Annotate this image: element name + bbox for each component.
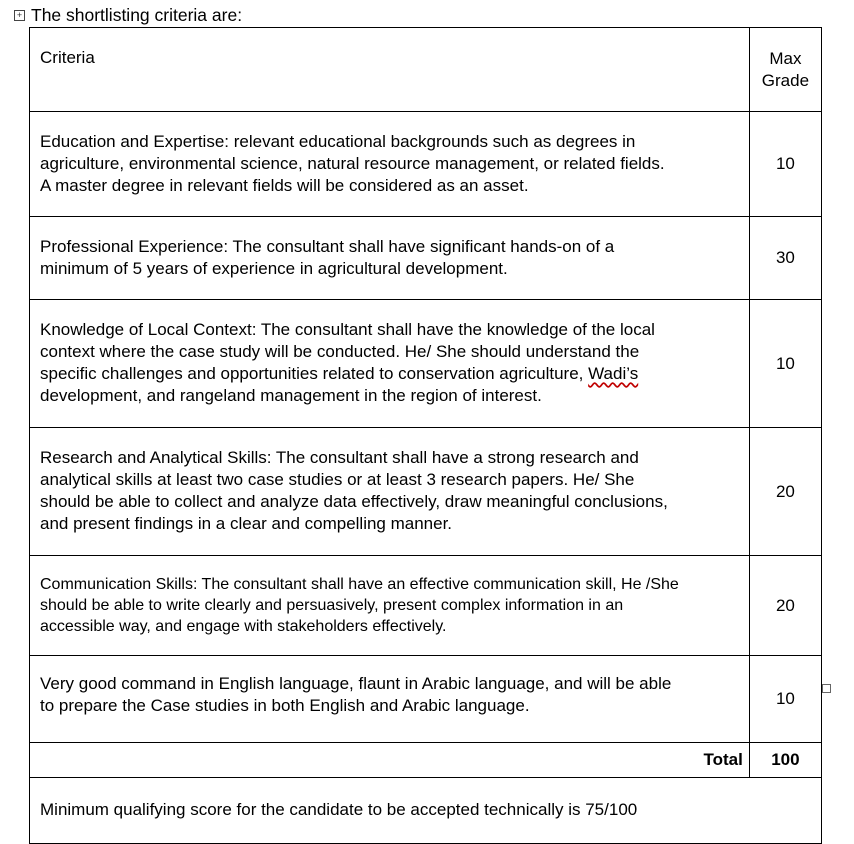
total-label: Total xyxy=(30,743,750,778)
table-row xyxy=(30,217,822,300)
minimum-score-row xyxy=(30,778,822,844)
criteria-line: accessible way, and engage with stakeholders effectively. xyxy=(40,618,447,635)
criteria-cell xyxy=(30,217,750,300)
criteria-line: development, and rangeland management in the region of interest. xyxy=(40,386,542,405)
spellcheck-word[interactable]: Wadi’s xyxy=(588,364,639,383)
criteria-line: Education and Expertise: relevant educational backgrounds such as degrees in xyxy=(40,132,636,151)
criteria-table xyxy=(29,27,822,844)
criteria-line xyxy=(40,363,741,385)
criteria-cell xyxy=(30,656,750,743)
grade-cell: 20 xyxy=(749,556,821,656)
criteria-line: Professional Experience: The consultant shall have significant hands-on of a xyxy=(40,237,615,256)
criteria-line: A master degree in relevant fields will be considered as an asset. xyxy=(40,176,529,195)
criteria-cell xyxy=(30,556,750,656)
criteria-line: should be able to collect and analyze data effectively, draw meaningful conclusions, xyxy=(40,492,668,511)
criteria-line: Very good command in English language, flaunt in Arabic language, and will be able xyxy=(40,674,672,693)
max-grade-header-line1: Max xyxy=(769,49,802,68)
table-row xyxy=(30,112,822,217)
criteria-cell xyxy=(30,112,750,217)
grade-cell: 10 xyxy=(749,112,821,217)
criteria-line: Communication Skills: The consultant shall have an effective communication skill, He /She xyxy=(40,576,679,593)
table-row xyxy=(30,656,822,743)
total-value: 100 xyxy=(749,743,821,778)
grade-cell: 30 xyxy=(749,217,821,300)
max-grade-header-line2: Grade xyxy=(761,71,810,90)
criteria-line: analytical skills at least two case studies or at least 3 research papers. He/ She xyxy=(40,470,635,489)
criteria-cell xyxy=(30,300,750,428)
criteria-line: Knowledge of Local Context: The consultant shall have the knowledge of the local xyxy=(40,320,655,339)
table-row xyxy=(30,556,822,656)
max-grade-header xyxy=(749,28,821,112)
minimum-score-note: Minimum qualifying score for the candidate to be accepted technically is 75/100 xyxy=(30,778,822,844)
grade-cell: 10 xyxy=(749,656,821,743)
criteria-cell xyxy=(30,428,750,556)
criteria-line: and present findings in a clear and compelling manner. xyxy=(40,514,453,533)
criteria-line: minimum of 5 years of experience in agricultural development. xyxy=(40,259,508,278)
grade-cell: 20 xyxy=(749,428,821,556)
table-resize-handle-icon[interactable] xyxy=(822,684,831,693)
grade-cell: 10 xyxy=(749,300,821,428)
criteria-line-text: specific challenges and opportunities related to conservation agriculture, xyxy=(40,364,584,383)
criteria-line: context where the case study will be conducted. He/ She should understand the xyxy=(40,342,640,361)
total-row xyxy=(30,743,822,778)
criteria-line: Research and Analytical Skills: The consultant shall have a strong research and xyxy=(40,448,639,467)
criteria-line: agriculture, environmental science, natural resource management, or related fields. xyxy=(40,154,665,173)
criteria-line: to prepare the Case studies in both English and Arabic language. xyxy=(40,696,530,715)
criteria-line: should be able to write clearly and persuasively, present complex information in an xyxy=(40,597,624,614)
section-heading: The shortlisting criteria are: xyxy=(31,5,243,25)
table-move-handle-icon[interactable]: + xyxy=(14,10,25,21)
table-header-row xyxy=(30,28,822,112)
table-row xyxy=(30,428,822,556)
criteria-header: Criteria xyxy=(30,28,750,112)
table-row xyxy=(30,300,822,428)
